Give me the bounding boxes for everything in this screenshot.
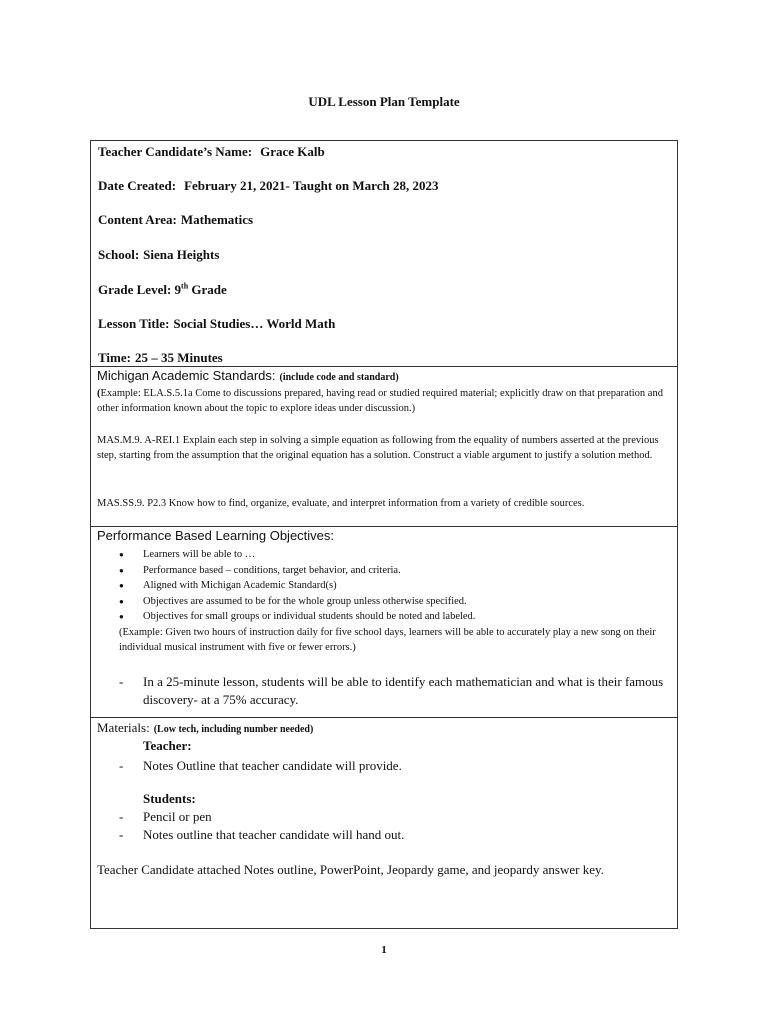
- teacher-material-item: [119, 757, 669, 775]
- bullet-icon: ●: [119, 581, 124, 590]
- bullet-text: Objectives are assumed to be for the whole group unless otherwise specified.: [143, 595, 467, 607]
- teacher-name-label: Teacher Candidate’s Name:: [98, 144, 253, 159]
- objectives-heading: Performance Based Learning Objectives:: [97, 528, 335, 543]
- document-title: UDL Lesson Plan Template: [308, 94, 460, 109]
- materials-heading-text: Materials:: [97, 720, 150, 735]
- lesson-title-value: Social Studies… World Math: [173, 316, 336, 331]
- materials-heading: [97, 720, 313, 736]
- materials-heading-note: (Low tech, including number needed): [153, 724, 314, 735]
- teacher-name-row: [98, 144, 325, 160]
- info-section: [91, 141, 677, 366]
- school-row: [98, 247, 219, 263]
- teacher-name-value: Grace Kalb: [260, 144, 325, 159]
- list-item: [111, 594, 475, 610]
- grade-level-label: Grade Level:: [98, 282, 172, 297]
- time-row: [98, 350, 223, 366]
- bullet-icon: ●: [119, 612, 124, 621]
- bullet-text: Performance based – conditions, target behavior, and criteria.: [143, 564, 401, 576]
- objectives-guideline-list: [111, 547, 475, 625]
- student-material-item: [119, 808, 669, 826]
- date-created-row: [98, 178, 438, 194]
- objectives-example: (Example: Given two hours of instruction daily for five school days, learners will be able to accurately play a new song on their individual musical instrument with five or fewer errors.): [119, 627, 656, 653]
- date-created-value: February 21, 2021- Taught on March 28, 2023: [184, 178, 439, 193]
- dash-marker: -: [119, 758, 124, 773]
- student-material-item: [119, 826, 669, 844]
- objective-text: In a 25-minute lesson, students will be able to identify each mathematician and what is their famous discovery- at a 75% accuracy.: [143, 674, 664, 707]
- student-material-text: Pencil or pen: [143, 809, 212, 824]
- dash-marker: -: [119, 674, 124, 689]
- grade-number: 9: [174, 282, 182, 297]
- lesson-title-row: [98, 316, 335, 332]
- date-created-label: Date Created:: [98, 178, 177, 193]
- list-item: [111, 578, 475, 594]
- bullet-text: Learners will be able to …: [143, 549, 256, 560]
- page-number: 1: [381, 944, 387, 956]
- dash-marker: -: [119, 827, 124, 842]
- teacher-label: Teacher:: [143, 738, 192, 753]
- standard-math: MAS.M.9. A-REI.1 Explain each step in solving a simple equation as following from the equality of numbers asserted at the previous step, starting from the assumption that the original equation has a solution. Construct a viable argument to justify a solution method.: [97, 435, 659, 461]
- bullet-icon: ●: [119, 565, 124, 575]
- materials-section: [91, 717, 677, 930]
- lesson-title-label: Lesson Title:: [98, 316, 170, 331]
- standards-heading: [97, 368, 399, 383]
- school-label: School:: [98, 247, 140, 262]
- students-label: Students:: [143, 791, 196, 806]
- grade-word: Grade: [191, 282, 227, 297]
- list-item: [111, 609, 475, 625]
- standards-example: [97, 386, 669, 416]
- content-area-label: Content Area:: [98, 212, 177, 227]
- time-label: Time:: [98, 350, 131, 365]
- attached-materials-note: Teacher Candidate attached Notes outline, PowerPoint, Jeopardy game, and jeopardy answer key.: [97, 862, 604, 877]
- bullet-icon: ●: [119, 596, 124, 606]
- objectives-section: [91, 526, 677, 717]
- objective-statement: [119, 673, 669, 709]
- lesson-plan-table: [90, 140, 678, 929]
- bullet-text: Objectives for small groups or individual students should be noted and labeled.: [143, 611, 476, 622]
- standards-heading-text: Michigan Academic Standards:: [97, 368, 276, 383]
- teacher-material-text: Notes Outline that teacher candidate will provide.: [143, 758, 402, 773]
- grade-level-row: [98, 282, 227, 298]
- list-item: [111, 563, 475, 579]
- bullet-icon: ●: [119, 550, 124, 559]
- school-value: Siena Heights: [143, 247, 220, 262]
- content-area-row: [98, 212, 253, 228]
- bullet-text: Aligned with Michigan Academic Standard(s): [143, 580, 337, 591]
- list-item: [111, 547, 475, 563]
- content-area-value: Mathematics: [180, 212, 254, 227]
- grade-suffix: th: [181, 281, 189, 291]
- standards-example-paren: (: [97, 388, 101, 399]
- standards-example-text: Example: ELA.S.5.1a Come to discussions prepared, having read or studied required material; explicitly draw on that preparation and other information known about the topic to explore ideas under discussion.): [97, 388, 663, 414]
- time-value: 25 – 35 Minutes: [134, 350, 223, 365]
- dash-marker: -: [119, 809, 124, 824]
- standard-social-studies: MAS.SS.9. P2.3 Know how to find, organize, evaluate, and interpret information from a variety of credible sources.: [97, 498, 585, 509]
- standards-heading-note: (include code and standard): [279, 372, 399, 383]
- student-material-text: Notes outline that teacher candidate will hand out.: [143, 827, 405, 842]
- standards-section: [91, 366, 677, 526]
